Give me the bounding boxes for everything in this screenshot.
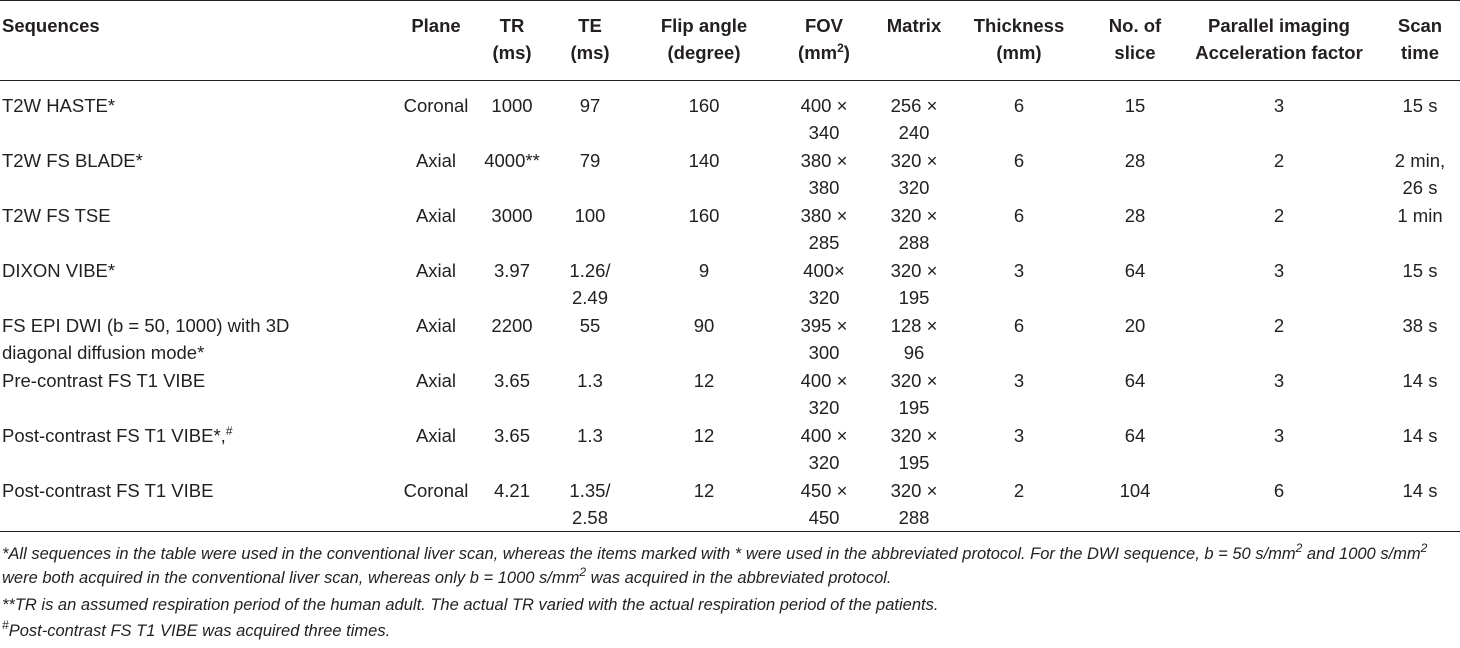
cell-thick: 3 bbox=[1013, 425, 1025, 446]
footnote-1-cont: were both acquired in the conventional liver scan, whereas only b = 1000 $s/mm^2$ was acquired in the abbreviated protocol. bbox=[2, 565, 892, 587]
cell-flip: 160 bbox=[688, 95, 720, 116]
header-parallel-imaging: Parallel imaging Acceleration factor bbox=[1195, 15, 1363, 63]
cell-slices: 15 bbox=[1124, 95, 1146, 116]
cell-flip: 160 bbox=[688, 205, 720, 226]
cell-te: 1.26/ 2.49 bbox=[569, 260, 611, 308]
cell-mat: 320 × 288 bbox=[890, 480, 938, 528]
cell-slices: 64 bbox=[1124, 370, 1146, 391]
table-row bbox=[0, 301, 1460, 363]
cell-tr: 4000** bbox=[484, 150, 540, 171]
cell-te: 97 bbox=[579, 95, 601, 116]
cell-slices: 64 bbox=[1124, 260, 1146, 281]
cell-plane: Coronal bbox=[403, 95, 469, 116]
cell-accel: 2 bbox=[1273, 315, 1285, 336]
cell-tr: 3000 bbox=[491, 205, 533, 226]
cell-flip: 12 bbox=[693, 425, 715, 446]
cell-accel: 2 bbox=[1273, 205, 1285, 226]
cell-mat: 320 × 195 bbox=[890, 425, 938, 473]
cell-tr: 3.97 bbox=[493, 260, 530, 281]
cell-tr: 3.65 bbox=[493, 370, 530, 391]
cell-te: 100 bbox=[574, 205, 606, 226]
bottom-rule bbox=[0, 531, 1460, 532]
cell-mat: 320 × 320 bbox=[890, 150, 938, 198]
cell-plane: Axial bbox=[415, 205, 457, 226]
cell-flip: 9 bbox=[698, 260, 710, 281]
cell-plane: Axial bbox=[415, 260, 457, 281]
cell-scan: 14 s bbox=[1402, 480, 1438, 501]
cell-flip: 140 bbox=[688, 150, 720, 171]
header-plane: Plane bbox=[411, 15, 461, 36]
table-row bbox=[0, 356, 1460, 418]
cell-flip: 90 bbox=[693, 315, 715, 336]
cell-plane: Axial bbox=[415, 315, 457, 336]
cell-plane: Axial bbox=[415, 425, 457, 446]
cell-mat: 256 × 240 bbox=[890, 95, 938, 143]
cell-mat: 320 × 195 bbox=[890, 260, 938, 308]
table-row bbox=[0, 191, 1460, 253]
cell-flip: 12 bbox=[693, 480, 715, 501]
cell-fov: 380 × 285 bbox=[800, 205, 848, 253]
cell-tr: 4.21 bbox=[493, 480, 530, 501]
footnote-2: **TR is an assumed respiration period of the human adult. The actual TR varied with the actual respiration period of the patients. bbox=[2, 596, 939, 614]
cell-accel: 3 bbox=[1273, 95, 1285, 116]
header-scan-time: Scan time bbox=[1397, 15, 1443, 63]
cell-fov: 380 × 380 bbox=[800, 150, 848, 198]
cell-scan: 15 s bbox=[1402, 95, 1438, 116]
cell-scan: 15 s bbox=[1402, 260, 1438, 281]
cell-thick: 6 bbox=[1013, 315, 1025, 336]
cell-seq: FS EPI DWI (b = 50, 1000) with 3D diagonal diffusion mode* bbox=[2, 315, 290, 363]
cell-thick: 6 bbox=[1013, 205, 1025, 226]
header-no-of-slice: No. of slice bbox=[1108, 15, 1162, 63]
cell-seq: T2W FS BLADE* bbox=[2, 150, 143, 171]
header-te: TE (ms) bbox=[570, 15, 610, 63]
cell-plane: Coronal bbox=[403, 480, 469, 501]
cell-fov: 395 × 300 bbox=[800, 315, 848, 363]
header-tr: TR (ms) bbox=[492, 15, 532, 63]
cell-slices: 28 bbox=[1124, 205, 1146, 226]
cell-thick: 6 bbox=[1013, 150, 1025, 171]
cell-plane: Axial bbox=[415, 150, 457, 171]
header-fov: FOV $(mm^2)$ bbox=[798, 15, 850, 63]
header-sequences: Sequences bbox=[2, 15, 100, 36]
cell-flip: 12 bbox=[693, 370, 715, 391]
cell-te: 1.3 bbox=[577, 370, 603, 391]
cell-fov: 400 × 320 bbox=[800, 425, 848, 473]
cell-tr: 2200 bbox=[491, 315, 533, 336]
cell-scan: 2 min, 26 s bbox=[1394, 150, 1446, 198]
cell-scan: 1 min bbox=[1397, 205, 1443, 226]
cell-te: 1.35/ 2.58 bbox=[569, 480, 611, 528]
cell-plane: Axial bbox=[415, 370, 457, 391]
cell-seq: T2W FS TSE bbox=[2, 205, 111, 226]
cell-slices: 20 bbox=[1124, 315, 1146, 336]
cell-scan: 38 s bbox=[1402, 315, 1438, 336]
cell-te: 55 bbox=[579, 315, 601, 336]
cell-mat: 320 × 195 bbox=[890, 370, 938, 418]
cell-thick: 3 bbox=[1013, 370, 1025, 391]
cell-scan: 14 s bbox=[1402, 425, 1438, 446]
cell-seq: Post-contrast FS T1 VIBE*,# bbox=[2, 424, 233, 446]
table-header bbox=[0, 0, 1460, 80]
table-row bbox=[0, 136, 1460, 198]
table-row bbox=[0, 81, 1460, 143]
cell-te: 79 bbox=[579, 150, 601, 171]
cell-te: 1.3 bbox=[577, 425, 603, 446]
cell-slices: 104 bbox=[1119, 480, 1151, 501]
cell-thick: 2 bbox=[1013, 480, 1025, 501]
cell-fov: 450 × 450 bbox=[800, 480, 848, 528]
cell-accel: 6 bbox=[1273, 480, 1285, 501]
cell-accel: 2 bbox=[1273, 150, 1285, 171]
cell-accel: 3 bbox=[1273, 425, 1285, 446]
cell-fov: 400× 320 bbox=[803, 260, 845, 308]
cell-slices: 28 bbox=[1124, 150, 1146, 171]
footnote-3: #Post-contrast FS T1 VIBE was acquired three times. bbox=[2, 618, 391, 640]
cell-seq: Pre-contrast FS T1 VIBE bbox=[2, 370, 206, 391]
table-row bbox=[0, 411, 1460, 473]
table-row bbox=[0, 246, 1460, 308]
cell-fov: 400 × 320 bbox=[800, 370, 848, 418]
header-matrix: Matrix bbox=[886, 15, 942, 36]
cell-slices: 64 bbox=[1124, 425, 1146, 446]
cell-tr: 3.65 bbox=[493, 425, 530, 446]
cell-scan: 14 s bbox=[1402, 370, 1438, 391]
table-row bbox=[0, 466, 1460, 528]
footnote-1: *All sequences in the table were used in the conventional liver scan, whereas the items marked with * were used in the abbreviated protocol. For the DWI sequence, b = 50 $s/mm^2$ and 1000 $s/mm^2$ bbox=[2, 541, 1428, 563]
cell-tr: 1000 bbox=[491, 95, 533, 116]
cell-thick: 6 bbox=[1013, 95, 1025, 116]
cell-accel: 3 bbox=[1273, 370, 1285, 391]
header-flip-angle: Flip angle (degree) bbox=[660, 15, 748, 63]
cell-thick: 3 bbox=[1013, 260, 1025, 281]
cell-fov: 400 × 340 bbox=[800, 95, 848, 143]
cell-seq: T2W HASTE* bbox=[2, 95, 116, 116]
header-thickness: Thickness (mm) bbox=[973, 15, 1065, 63]
cell-seq: Post-contrast FS T1 VIBE bbox=[2, 480, 214, 501]
cell-mat: 320 × 288 bbox=[890, 205, 938, 253]
cell-mat: 128 × 96 bbox=[890, 315, 938, 363]
cell-seq: DIXON VIBE* bbox=[2, 260, 116, 281]
cell-accel: 3 bbox=[1273, 260, 1285, 281]
